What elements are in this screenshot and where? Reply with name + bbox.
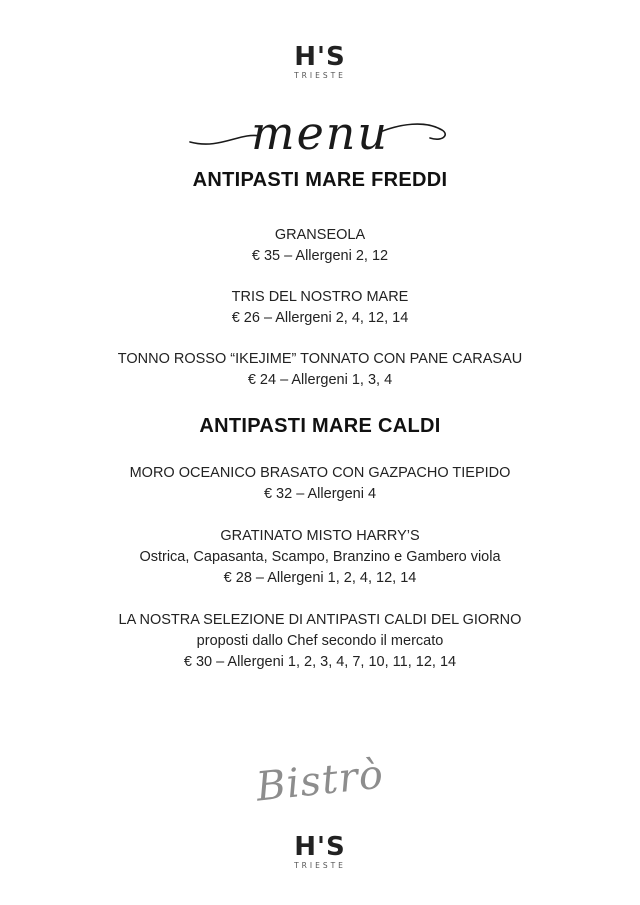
menu-item-granseola <box>0 225 640 267</box>
item-name: GRATINATO MISTO HARRY’S <box>220 528 420 544</box>
menu-item-tonno <box>0 349 640 391</box>
item-name: GRANSEOLA <box>274 227 366 243</box>
menu-title: menu <box>250 106 390 160</box>
menu-item-selezione <box>0 610 640 673</box>
logo-top <box>0 44 640 80</box>
item-price: € 24 – Allergeni 1, 3, 4 <box>247 372 393 388</box>
logo-bottom <box>0 834 640 870</box>
bistro-logo <box>0 751 640 838</box>
item-price: € 32 – Allergeni 4 <box>263 486 377 502</box>
item-name: TONNO ROSSO “IKEJIME” TONNATO CON PANE CARASAU <box>117 351 523 367</box>
item-price: € 35 – Allergeni 2, 12 <box>251 248 389 264</box>
menu-item-moro <box>0 463 640 505</box>
logo-city: TRIESTE <box>294 861 346 870</box>
section-title-freddi: ANTIPASTI MARE FREDDI <box>192 169 448 191</box>
item-name: TRIS DEL NOSTRO MARE <box>231 289 409 305</box>
logo-mark: H'S <box>294 42 346 72</box>
item-name: MORO OCEANICO BRASATO CON GAZPACHO TIEPIDO <box>129 465 511 481</box>
logo-city: TRIESTE <box>294 71 346 80</box>
menu-item-gratinato <box>0 526 640 589</box>
menu-script-title <box>180 102 460 164</box>
item-price: € 30 – Allergeni 1, 2, 3, 4, 7, 10, 11, 12, 14 <box>183 654 457 670</box>
item-price: € 26 – Allergeni 2, 4, 12, 14 <box>231 310 409 326</box>
item-description: Ostrica, Capasanta, Scampo, Branzino e Gambero viola <box>139 549 501 565</box>
section-title-caldi: ANTIPASTI MARE CALDI <box>199 415 441 437</box>
item-price: € 28 – Allergeni 1, 2, 4, 12, 14 <box>223 570 417 586</box>
logo-mark: H'S <box>294 832 346 862</box>
item-name: LA NOSTRA SELEZIONE DI ANTIPASTI CALDI DEL GIORNO <box>118 612 522 628</box>
bistro-script: Bistrò <box>253 751 387 811</box>
menu-item-tris <box>0 287 640 329</box>
item-description: proposti dallo Chef secondo il mercato <box>196 633 444 649</box>
